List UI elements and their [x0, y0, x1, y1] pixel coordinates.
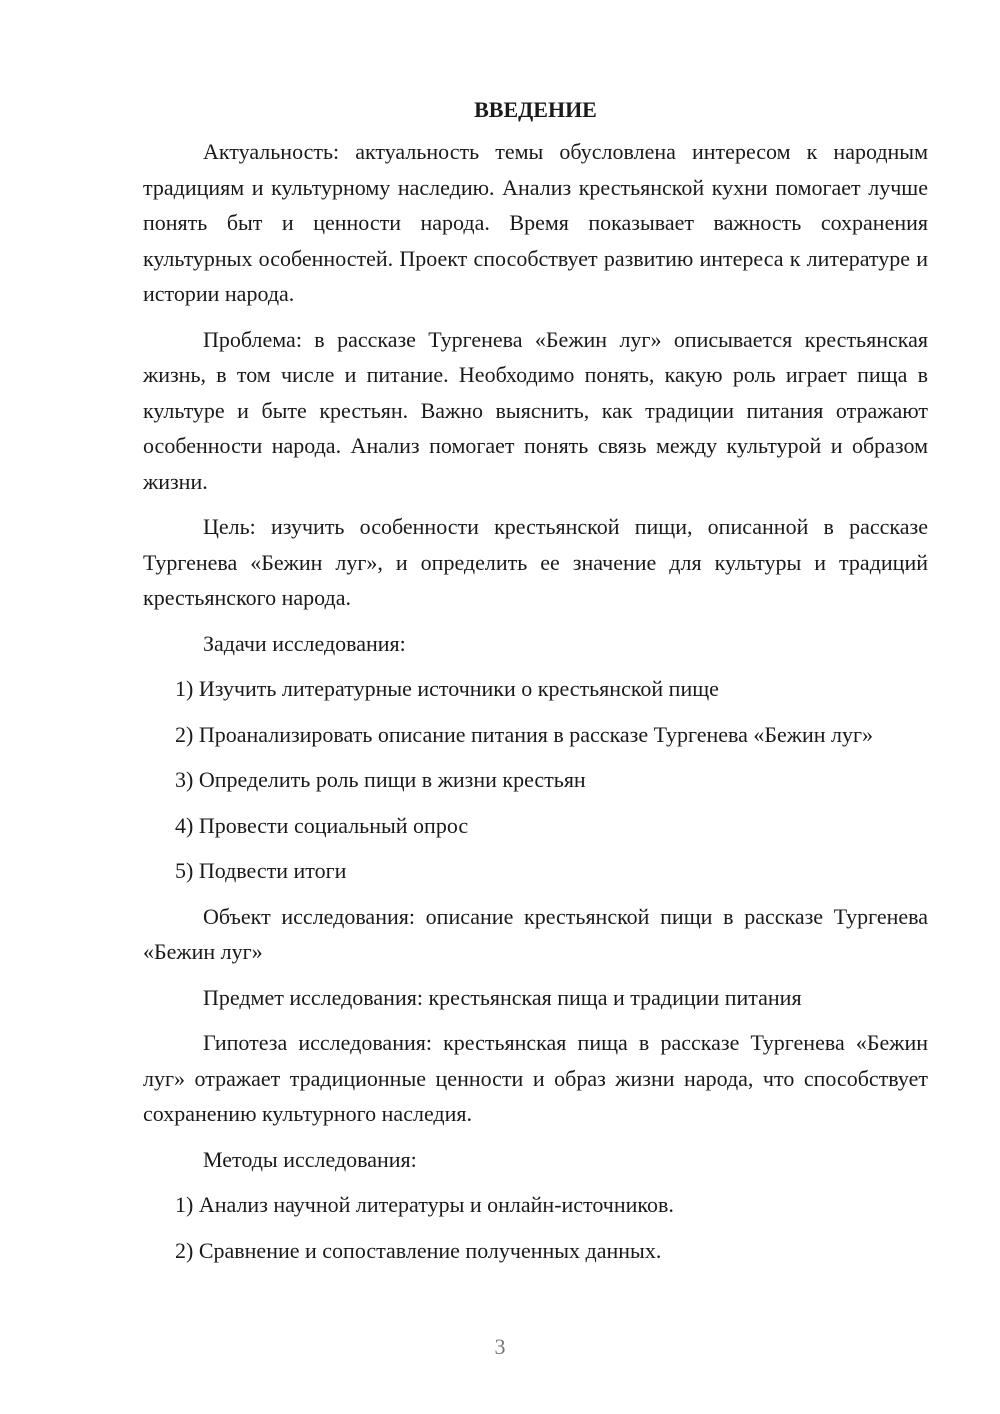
- method-item: 2) Сравнение и сопоставление полученных данных.: [175, 1237, 662, 1263]
- task-item: 5) Подвести итоги: [175, 858, 347, 883]
- problem-paragraph: Проблема: в рассказе Тургенева «Бежин луг» описывается крестьянская жизнь, в том числе и питание. Необходимо понять, какую роль играет пища в культуре и быте крестьян. Важно выяснить, как традиции питания отражают особенности народа. Анализ помогает понять связь между культурой и образом жизни.: [143, 326, 928, 494]
- document-page: [143, 95, 928, 1278]
- goal-paragraph: Цель: изучить особенности крестьянской пищи, описанной в рассказе Тургенева «Бежин луг», и определить ее значение для культуры и традиций крестьянского народа.: [143, 514, 928, 610]
- tasks-title: Задачи исследования:: [203, 630, 406, 656]
- page-title: ВВЕДЕНИЕ: [474, 97, 597, 122]
- hypothesis-paragraph: Гипотеза исследования: крестьянская пища в рассказе Тургенева «Бежин луг» отражает традиционные ценности и образ жизни народа, что способствует сохранению культурного наследия.: [143, 1030, 928, 1126]
- relevance-paragraph: Актуальность: актуальность темы обусловлена интересом к народным традициям и культурному наследию. Анализ крестьянской кухни помогает лучше понять быт и ценности народа. Время показывает важность сохранения культурных особенностей. Проект способствует развитию интереса к литературе и истории народа.: [143, 139, 928, 306]
- task-item: 3) Определить роль пищи в жизни крестьян: [175, 767, 586, 792]
- page-number: 3: [494, 1334, 506, 1359]
- methods-title: Методы исследования:: [203, 1146, 417, 1172]
- task-item: 1) Изучить литературные источники о крестьянской пище: [175, 676, 719, 701]
- subject-paragraph: Предмет исследования: крестьянская пища и традиции питания: [203, 984, 802, 1010]
- task-item: 4) Провести социальный опрос: [175, 812, 469, 838]
- task-item: 2) Проанализировать описание питания в рассказе Тургенева «Бежин луг»: [175, 721, 874, 747]
- object-paragraph: Объект исследования: описание крестьянской пищи в рассказе Тургенева «Бежин луг»: [143, 903, 928, 964]
- method-item: 1) Анализ научной литературы и онлайн-источников.: [175, 1192, 674, 1217]
